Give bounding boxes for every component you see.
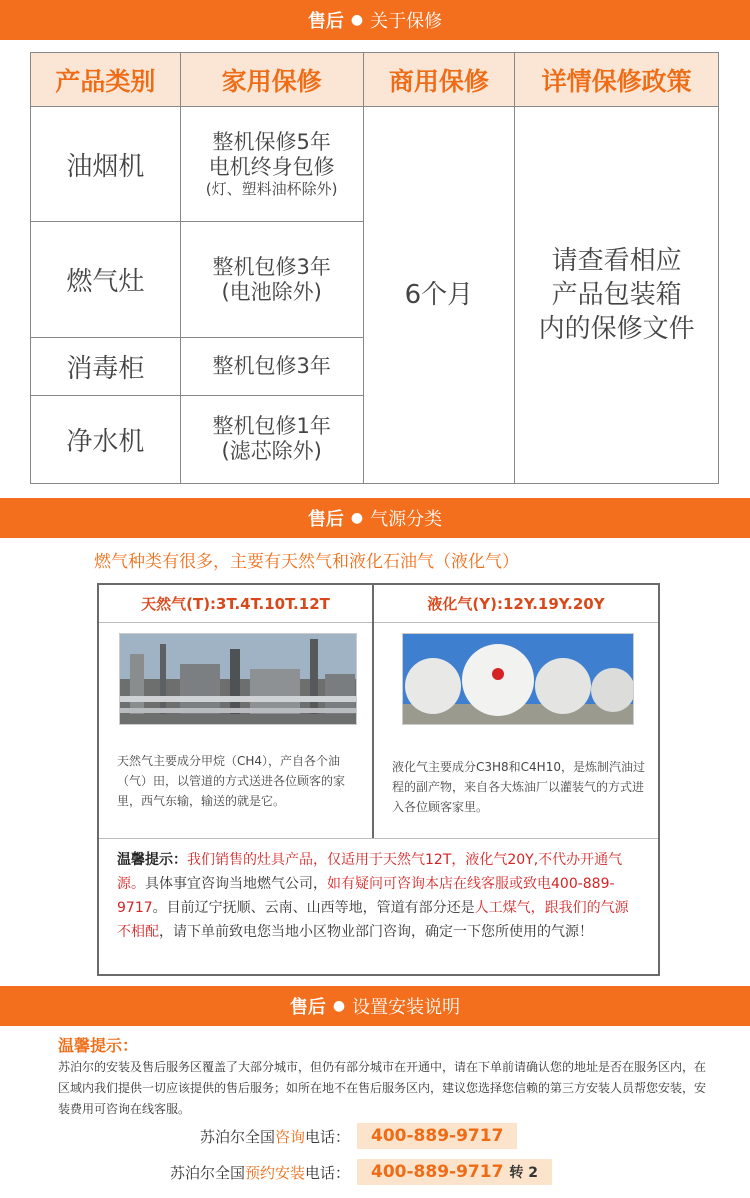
section-header-warranty bbox=[0, 0, 750, 40]
phone-label bbox=[170, 1162, 350, 1183]
coverage-cell bbox=[180, 222, 363, 337]
policy-line: 请查看相应 bbox=[551, 246, 682, 277]
coverage-line: (滤芯除外) bbox=[221, 439, 322, 464]
refinery-image bbox=[119, 633, 357, 725]
phone-number: 400-889-9717 bbox=[371, 1162, 504, 1182]
header-policy: 详情保修政策 bbox=[515, 53, 719, 107]
phone-label-highlight: 咨询 bbox=[274, 1128, 305, 1146]
section-subtitle: 关于保修 bbox=[370, 11, 443, 32]
category-cell: 油烟机 bbox=[31, 107, 181, 222]
section-title: 售后 bbox=[289, 997, 326, 1018]
install-tip-title: 温馨提示： bbox=[58, 1036, 139, 1055]
tip-red-text: 我们销售的灶具产品，仅适用于天然气12T，液化气20Y,不代办开通气源。 bbox=[117, 852, 623, 892]
header-commercial: 商用保修 bbox=[363, 53, 515, 107]
coverage-line: 电机终身包修 bbox=[208, 155, 335, 180]
lpg-heading: 液化气(Y):12Y.19Y.20Y bbox=[374, 585, 658, 623]
install-tip-text: 苏泊尔的安装及售后服务区覆盖了大部分城市，但仍有部分城市在开通中，请在下单前请确认您的地址是否在服务区内，在区域内我们提供一切应该提供的售后服务；如所在地不在售后服务区内，建议您选择您信赖的第三方安装人员帮您安装，安装费用可咨询在线客服。 bbox=[58, 1060, 707, 1116]
natural-gas-column bbox=[99, 585, 374, 838]
consult-phone-row bbox=[0, 1123, 750, 1149]
coverage-note: (灯、塑料油杯除外) bbox=[205, 180, 338, 199]
phone-label-post: 电话： bbox=[304, 1164, 350, 1182]
tip-label: 温馨提示： bbox=[117, 852, 187, 868]
coverage-line: 整机包修3年 bbox=[212, 254, 331, 279]
natural-gas-description: 天然气主要成分甲烷（CH4），产自各个油（气）田，以管道的方式送进各位顾客的家里，西气东输，输送的就是它。 bbox=[117, 754, 346, 808]
section-subtitle: 设置安装说明 bbox=[352, 997, 461, 1018]
section-header-gas bbox=[0, 498, 750, 538]
coverage-line: 整机包修1年 bbox=[212, 414, 331, 439]
section-subtitle: 气源分类 bbox=[370, 509, 443, 530]
header-home: 家用保修 bbox=[180, 53, 363, 107]
category-cell: 净水机 bbox=[31, 395, 181, 483]
warm-tip bbox=[99, 838, 658, 974]
lpg-description: 液化气主要成分C3H8和C4H10，是炼制汽油过程的副产物，来自各大炼油厂以灌装气的方式进入各位顾客家里。 bbox=[392, 760, 645, 814]
natural-gas-heading: 天然气(T):3T.4T.10T.12T bbox=[99, 585, 372, 623]
consult-phone-number[interactable]: 400-889-9717 bbox=[357, 1123, 517, 1149]
section-title: 售后 bbox=[307, 11, 344, 32]
phone-label bbox=[200, 1126, 350, 1147]
gas-intro: 燃气种类有很多，主要有天然气和液化石油气（液化气） bbox=[94, 552, 519, 572]
table-row bbox=[31, 107, 719, 222]
tip-text: 。目前辽宁抚顺、云南、山西等地，管道有部分还是 bbox=[152, 900, 475, 916]
header-category: 产品类别 bbox=[31, 53, 181, 107]
lpg-tanks-image bbox=[402, 633, 634, 725]
coverage-line: (电池除外) bbox=[221, 279, 322, 304]
coverage-cell bbox=[180, 107, 363, 222]
lpg-column bbox=[374, 585, 658, 838]
coverage-cell bbox=[180, 395, 363, 483]
tip-red-text: 如有疑问可咨询本店在线客服或致电400-889-9717 bbox=[117, 876, 615, 916]
bullet-icon: ● bbox=[350, 12, 364, 28]
warranty-table bbox=[30, 52, 719, 484]
phone-label-pre: 苏泊尔全国 bbox=[169, 1164, 245, 1182]
phone-extension: 转 2 bbox=[509, 1165, 538, 1181]
category-cell: 燃气灶 bbox=[31, 222, 181, 337]
bullet-icon: ● bbox=[332, 998, 346, 1014]
policy-line: 产品包装箱 bbox=[551, 280, 682, 311]
phone-label-pre: 苏泊尔全国 bbox=[199, 1128, 275, 1146]
policy-line: 内的保修文件 bbox=[538, 314, 695, 345]
tip-text: ，请下单前致电您当地小区物业部门咨询，确定一下您所使用的气源！ bbox=[159, 924, 593, 940]
gas-info-box bbox=[97, 583, 660, 976]
category-cell: 消毒柜 bbox=[31, 337, 181, 395]
coverage-line: 整机包修3年 bbox=[212, 353, 331, 378]
tip-red-text: 人工煤气，跟我们的气源不相配 bbox=[117, 900, 629, 940]
section-title: 售后 bbox=[307, 509, 344, 530]
commercial-cell: 6个月 bbox=[363, 107, 515, 484]
coverage-line: 整机保修5年 bbox=[212, 130, 331, 155]
coverage-cell bbox=[180, 337, 363, 395]
tip-text: 具体事宜咨询当地燃气公司， bbox=[145, 876, 327, 892]
install-phone-row bbox=[0, 1159, 750, 1185]
section-header-install bbox=[0, 986, 750, 1026]
policy-cell bbox=[515, 107, 719, 484]
install-phone-number[interactable] bbox=[357, 1159, 552, 1185]
phone-label-highlight: 预约安装 bbox=[244, 1164, 305, 1182]
bullet-icon: ● bbox=[350, 510, 364, 526]
phone-label-post: 电话： bbox=[304, 1128, 350, 1146]
